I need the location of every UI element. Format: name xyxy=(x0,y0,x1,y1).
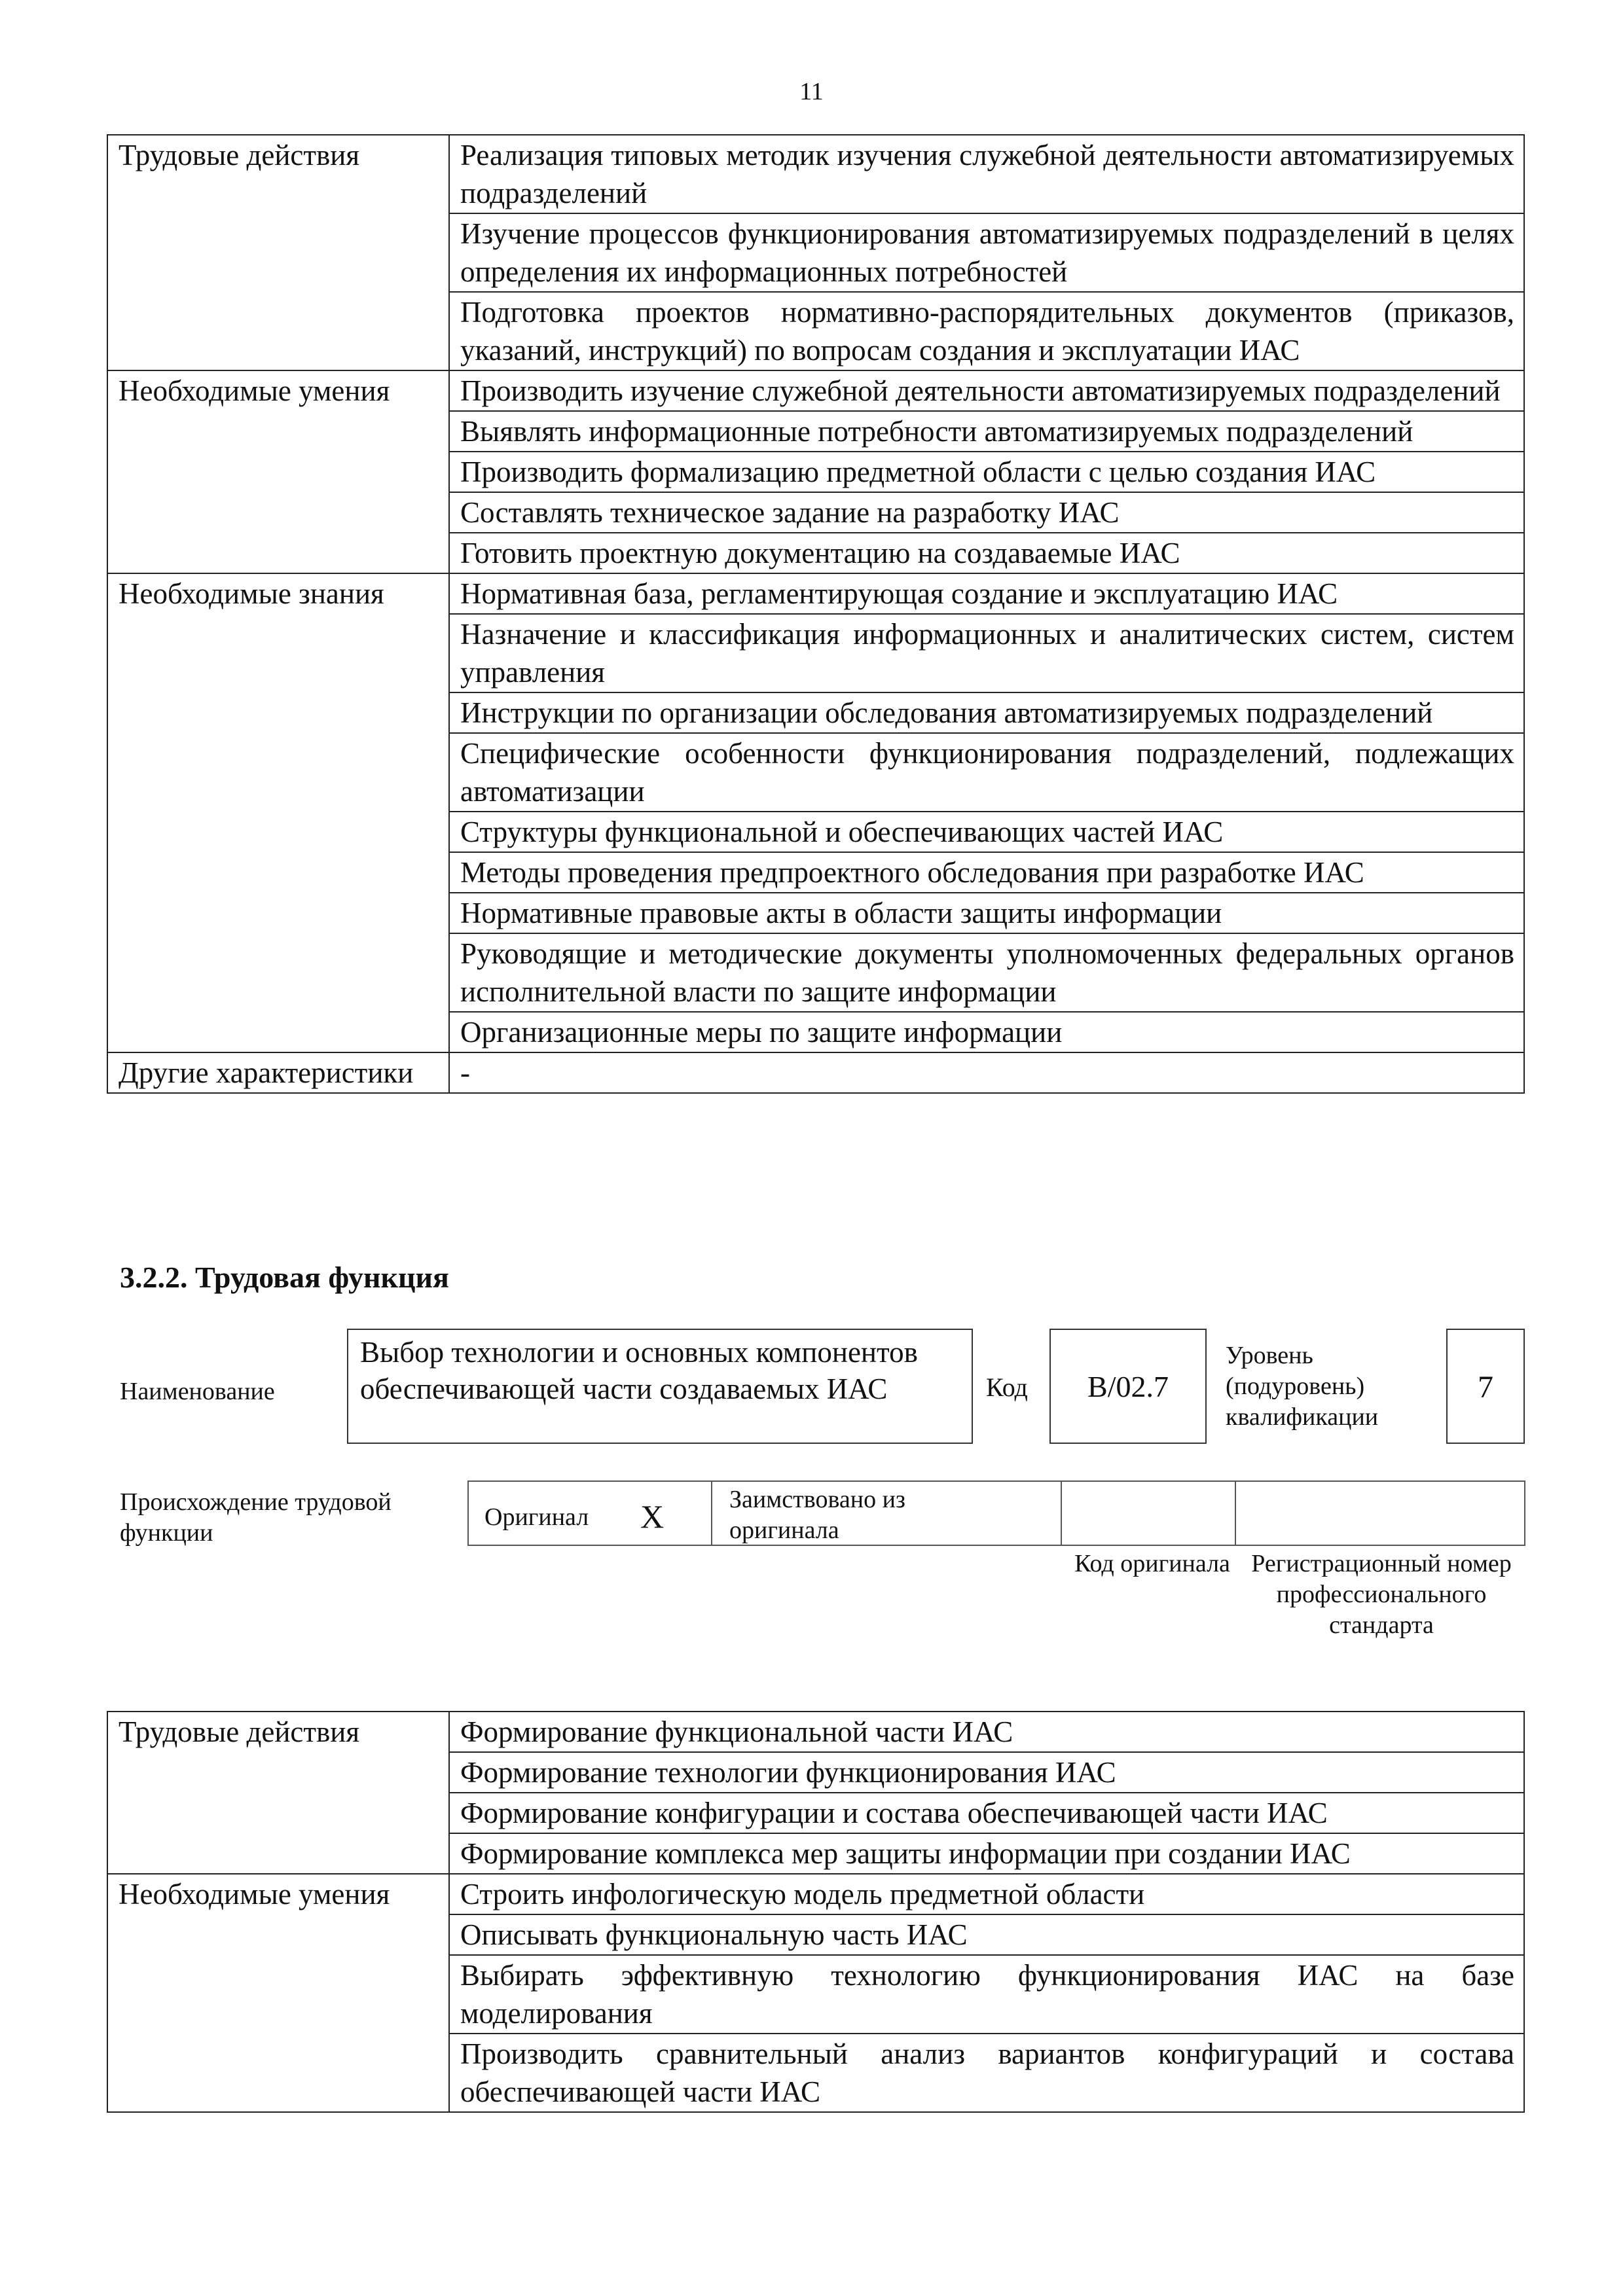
row-item: Изучение процессов функционирования автоматизируемых подразделений в целях определения их информационных потребностей xyxy=(449,213,1524,292)
origin-divider-1 xyxy=(711,1480,712,1546)
row-item: Выбирать эффективную технологию функционирования ИАС на базе моделирования xyxy=(449,1955,1524,2034)
row-item: Производить изучение служебной деятельности автоматизируемых подразделений xyxy=(449,370,1524,411)
table-2 xyxy=(107,1711,1525,2113)
table-row xyxy=(107,370,1524,411)
code-label: Код xyxy=(986,1372,1028,1402)
row-item: Организационные меры по защите информации xyxy=(449,1012,1524,1052)
origin-divider-2 xyxy=(1061,1480,1062,1546)
row-item: Формирование комплекса мер защиты информации при создании ИАС xyxy=(449,1833,1524,1874)
row-item: Формирование функциональной части ИАС xyxy=(449,1712,1524,1752)
page-number: 11 xyxy=(799,78,824,105)
row-item: Готовить проектную документацию на создаваемые ИАС xyxy=(449,533,1524,573)
level-value: 7 xyxy=(1478,1370,1493,1405)
original-mark: X xyxy=(640,1498,665,1535)
borrowed-label: Заимствовано из оригинала xyxy=(729,1486,905,1544)
row-item: Специфические особенности функционирования подразделений, подлежащих автоматизации xyxy=(449,733,1524,812)
name-value: Выбор технологии и основных компонентов обеспечивающей части создаваемых ИАС xyxy=(360,1336,918,1405)
row-item: Строить инфологическую модель предметной области xyxy=(449,1874,1524,1914)
origin-box xyxy=(467,1480,1525,1546)
row-item: Нормативные правовые акты в области защиты информации xyxy=(449,893,1524,933)
row-item: Назначение и классификация информационных и аналитических систем, систем управления xyxy=(449,614,1524,692)
row-item: Инструкции по организации обследования автоматизируемых подразделений xyxy=(449,692,1524,733)
row-item: Методы проведения предпроектного обследования при разработке ИАС xyxy=(449,852,1524,893)
table-row xyxy=(107,573,1524,614)
name-label: Наименование xyxy=(120,1378,275,1405)
name-box xyxy=(347,1329,973,1444)
row-item: Формирование технологии функционирования ИАС xyxy=(449,1752,1524,1793)
row-category: Необходимые умения xyxy=(107,370,449,573)
level-label: Уровень (подуровень) квалификации xyxy=(1226,1342,1379,1431)
row-item: Подготовка проектов нормативно-распорядительных документов (приказов, указаний, инструкций) по вопросам создания и эксплуатации ИАС xyxy=(449,292,1524,370)
row-category: Трудовые действия xyxy=(107,135,449,370)
row-item: Производить формализацию предметной области с целью создания ИАС xyxy=(449,452,1524,492)
table-row xyxy=(107,1712,1524,1752)
row-category: Другие характеристики xyxy=(107,1052,449,1093)
section-heading: 3.2.2. Трудовая функция xyxy=(120,1261,449,1294)
code-box xyxy=(1049,1329,1207,1444)
level-box xyxy=(1446,1329,1525,1444)
table-row xyxy=(107,1052,1524,1093)
row-item: Нормативная база, регламентирующая создание и эксплуатацию ИАС xyxy=(449,573,1524,614)
original-label: Оригинал xyxy=(484,1503,589,1531)
row-item: - xyxy=(449,1052,1524,1093)
row-item: Реализация типовых методик изучения служебной деятельности автоматизируемых подразделений xyxy=(449,135,1524,213)
row-category: Необходимые знания xyxy=(107,573,449,1052)
row-item: Руководящие и методические документы уполномоченных федеральных органов исполнительной власти по защите информации xyxy=(449,933,1524,1012)
code-original-caption: Код оригинала xyxy=(1074,1550,1230,1577)
row-category: Трудовые действия xyxy=(107,1712,449,1874)
row-item: Составлять техническое задание на разработку ИАС xyxy=(449,492,1524,533)
code-value: B/02.7 xyxy=(1087,1370,1169,1403)
row-item: Структуры функциональной и обеспечивающих частей ИАС xyxy=(449,812,1524,852)
row-item: Производить сравнительный анализ вариантов конфигураций и состава обеспечивающей части ИАС xyxy=(449,2034,1524,2112)
table-1 xyxy=(107,134,1525,1094)
row-item: Описывать функциональную часть ИАС xyxy=(449,1914,1524,1955)
reg-number-caption: Регистрационный номер профессионального стандарта xyxy=(1251,1550,1512,1639)
table-row xyxy=(107,135,1524,213)
origin-divider-3 xyxy=(1235,1480,1236,1546)
row-item: Формирование конфигурации и состава обеспечивающей части ИАС xyxy=(449,1793,1524,1833)
row-item: Выявлять информационные потребности автоматизируемых подразделений xyxy=(449,411,1524,452)
row-category: Необходимые умения xyxy=(107,1874,449,2112)
table-row xyxy=(107,1874,1524,1914)
origin-label: Происхождение трудовой функции xyxy=(120,1488,392,1547)
